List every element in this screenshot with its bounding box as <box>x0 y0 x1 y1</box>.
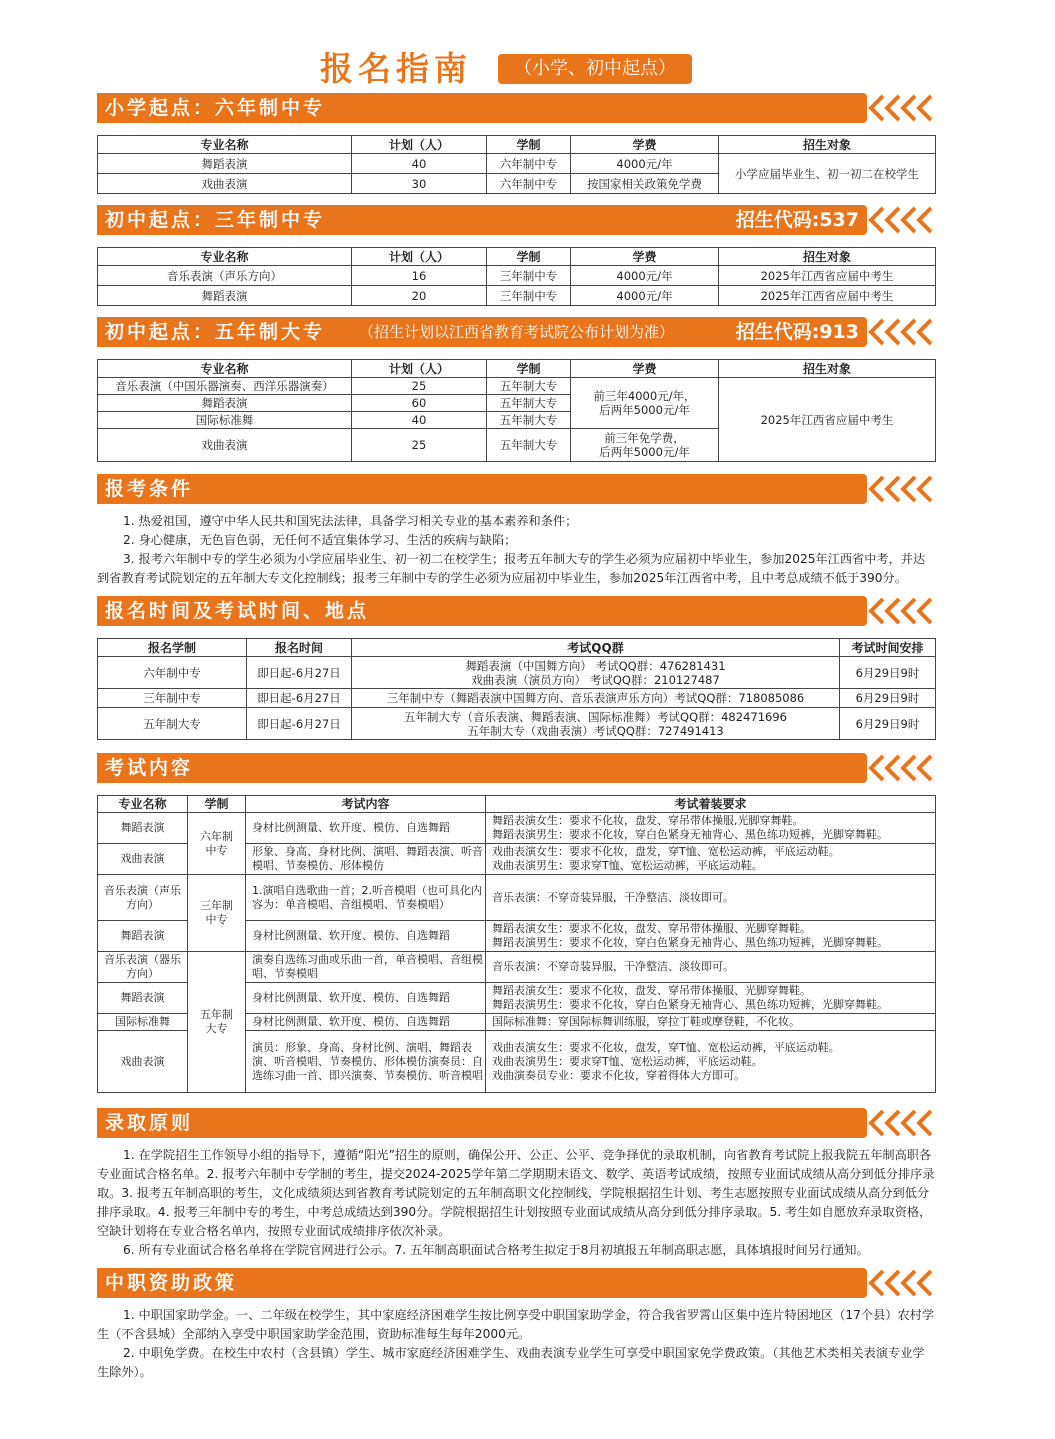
cell-plan: 60 <box>352 395 487 412</box>
cell-target: 小学应届毕业生、初一初二在校学生 <box>719 154 936 194</box>
table-junior-five-year <box>97 359 936 462</box>
column-header: 招生对象 <box>719 360 936 378</box>
table-row <box>98 286 936 306</box>
admission-paragraph: 1. 在学院招生工作领导小组的指导下，遵循“阳光”招生的原则，确保公开、公正、公平、竞争择优的录取机制，向省教育考试院上报我院五年制高职各专业面试合格名单。2. 报考六年制中专学制的考生，提交2024-2025学年第二学期期末语文、数学、英语考试成绩，按照专业面试成绩从高分到低分排序录取。3. 报考五年制高职的考生，文化成绩须达到省教育考试院划定的五年制高职文化控制线，学院根据招生计划、考生志愿按照专业面试成绩从高分到低分排序录取。4. 报考三年制中专的考生，中考总成绩达到390分。学院根据招生计划按照专业面试成绩从高分到低分排序录取。5. 考生如自愿放弃录取资格，空缺计划将在专业合格名单内，按照专业面试成绩排序依次补录。 <box>97 1148 935 1238</box>
cell-target: 2025年江西省应届中考生 <box>719 286 936 306</box>
column-header: 学费 <box>571 248 719 266</box>
chevron-arrows-icon <box>865 474 935 504</box>
table-primary-six-year <box>97 135 936 194</box>
table-exam-content <box>97 795 936 1093</box>
column-header: 专业名称 <box>98 248 352 266</box>
cell-major: 国际标准舞 <box>98 1014 188 1031</box>
table-row <box>98 657 936 689</box>
condition-item: 3. 报考六年制中专的学生必须为小学应届毕业生、初一初二在校学生；报考五年制大专的学生必须为应届初中毕业生，参加2025年江西省中考，并达到省教育考试院划定的五年制大专文化控制线；报考三年制中专的学生必须为应届初中毕业生，参加2025年江西省中考，且中考总成绩不低于390分。 <box>97 552 926 585</box>
enrollment-code: 招生代码:537 <box>735 209 859 231</box>
cell-fee: 前三年免学费， 后两年5000元/年 <box>571 429 719 462</box>
page-title-row <box>320 48 692 90</box>
cell-major: 戏曲表演 <box>98 429 352 462</box>
section-title: 报名时间及考试时间、地点 <box>105 600 370 622</box>
title-subtitle-badge: （小学、初中起点） <box>498 54 692 84</box>
table-row <box>98 708 936 740</box>
cell-plan: 25 <box>352 429 487 462</box>
table-row <box>98 952 936 983</box>
column-header: 专业名称 <box>98 796 188 813</box>
table-row <box>98 378 936 395</box>
table-row <box>98 154 936 174</box>
cell-system: 六年制中专 <box>487 174 571 194</box>
cell-exam-time: 6月29日9时 <box>840 708 936 740</box>
table-junior-three-year <box>97 247 936 306</box>
enrollment-code: 招生代码:913 <box>735 321 859 343</box>
cell-plan: 25 <box>352 378 487 395</box>
section-bar-junior-three-year <box>97 205 935 235</box>
section-bar-financial-aid <box>97 1268 935 1298</box>
cell-major: 舞蹈表演 <box>98 154 352 174</box>
conditions-text <box>97 512 935 588</box>
section-title: 初中起点：三年制中专 <box>105 209 326 231</box>
cell-qq-group: 舞蹈表演（中国舞方向） 考试QQ群：476281431 戏曲表演（演员方向） 考试QQ群：210127487 <box>352 657 840 689</box>
column-header: 学费 <box>571 360 719 378</box>
table-row <box>98 266 936 286</box>
column-header: 学费 <box>571 136 719 154</box>
cell-system: 六年制中专 <box>98 657 247 689</box>
section-bar-conditions <box>97 474 935 504</box>
cell-fee: 前三年4000元/年， 后两年5000元/年 <box>571 378 719 429</box>
chevron-arrows-icon <box>865 205 935 235</box>
cell-system: 五年制大专 <box>487 429 571 462</box>
cell-qq-group: 五年制大专（音乐表演、舞蹈表演、国际标准舞）考试QQ群：482471696 五年制大专（戏曲表演）考试QQ群：727491413 <box>352 708 840 740</box>
column-header: 学制 <box>188 796 246 813</box>
cell-fee: 4000元/年 <box>571 154 719 174</box>
cell-plan: 40 <box>352 412 487 429</box>
table-row <box>98 813 936 844</box>
cell-content: 形象、身高、身材比例、演唱、舞蹈表演、听音模唱、节奏模仿、形体模仿 <box>246 844 486 875</box>
column-header: 计划（人） <box>352 136 487 154</box>
column-header: 专业名称 <box>98 360 352 378</box>
condition-item: 2. 身心健康，无色盲色弱，无任何不适宜集体学习、生活的疾病与缺陷； <box>123 533 517 547</box>
column-header: 考试QQ群 <box>352 639 840 657</box>
column-header: 考试着装要求 <box>486 796 936 813</box>
column-header: 计划（人） <box>352 360 487 378</box>
chevron-arrows-icon <box>865 596 935 626</box>
section-title: 初中起点：五年制大专 <box>105 321 326 343</box>
column-header: 考试内容 <box>246 796 486 813</box>
cell-major: 音乐表演（中国乐器演奏、西洋乐器演奏） <box>98 378 352 395</box>
cell-plan: 30 <box>352 174 487 194</box>
page-title: 报名指南 <box>320 49 472 88</box>
column-header: 计划（人） <box>352 248 487 266</box>
condition-item: 1. 热爱祖国，遵守中华人民共和国宪法法律，具备学习相关专业的基本素养和条件； <box>123 514 578 528</box>
cell-major: 戏曲表演 <box>98 844 188 875</box>
cell-major: 舞蹈表演 <box>98 921 188 952</box>
cell-plan: 16 <box>352 266 487 286</box>
column-header: 考试时间安排 <box>840 639 936 657</box>
table-registration-time <box>97 638 936 740</box>
cell-major: 戏曲表演 <box>98 1031 188 1093</box>
cell-major: 国际标准舞 <box>98 412 352 429</box>
cell-system: 三年制中专 <box>487 286 571 306</box>
cell-dress: 国际标准舞：穿国际标舞训练服，穿拉丁鞋或摩登鞋，不化妆。 <box>486 1014 936 1031</box>
section-title: 报考条件 <box>105 478 194 500</box>
cell-major: 音乐表演（器乐方向） <box>98 952 188 983</box>
cell-content: 身材比例测量、软开度、模仿、自选舞蹈 <box>246 813 486 844</box>
cell-content: 1.演唱自选歌曲一首；2.听音模唱（也可具化内容为：单音模唱、音组模唱、节奏模唱） <box>246 875 486 921</box>
cell-reg-time: 即日起-6月27日 <box>247 708 352 740</box>
cell-system: 五年制大专 <box>188 952 246 1093</box>
cell-major: 舞蹈表演 <box>98 395 352 412</box>
column-header: 报名时间 <box>247 639 352 657</box>
cell-major: 舞蹈表演 <box>98 813 188 844</box>
cell-major: 舞蹈表演 <box>98 983 188 1014</box>
column-header: 招生对象 <box>719 136 936 154</box>
table-row <box>98 689 936 708</box>
cell-system: 六年制中专 <box>487 154 571 174</box>
column-header: 学制 <box>487 248 571 266</box>
column-header: 学制 <box>487 360 571 378</box>
cell-major: 音乐表演（声乐方向） <box>98 266 352 286</box>
section-title: 录取原则 <box>105 1112 194 1134</box>
cell-major: 戏曲表演 <box>98 174 352 194</box>
section-bar-registration-time <box>97 596 935 626</box>
admission-paragraph: 6. 所有专业面试合格名单将在学院官网进行公示。7. 五年制高职面试合格考生拟定于8月初填报五年制高职志愿，具体填报时间另行通知。 <box>123 1243 869 1257</box>
chevron-arrows-icon <box>865 1108 935 1138</box>
cell-fee: 4000元/年 <box>571 286 719 306</box>
cell-system: 五年制大专 <box>487 395 571 412</box>
chevron-arrows-icon <box>865 93 935 123</box>
cell-qq-group: 三年制中专（舞蹈表演中国舞方向、音乐表演声乐方向）考试QQ群：718085086 <box>352 689 840 708</box>
section-bar-primary-six-year <box>97 93 935 123</box>
chevron-arrows-icon <box>865 753 935 783</box>
aid-paragraph: 2. 中职免学费。在校生中农村（含县镇）学生、城市家庭经济困难学生、戏曲表演专业学生可享受中职国家免学费政策。（其他艺术类相关表演专业学生除外）。 <box>97 1346 925 1379</box>
cell-target: 2025年江西省应届中考生 <box>719 378 936 462</box>
cell-system: 三年制中专 <box>188 875 246 952</box>
section-title: 小学起点：六年制中专 <box>105 97 326 119</box>
cell-content: 身材比例测量、软开度、模仿、自选舞蹈 <box>246 1014 486 1031</box>
cell-dress: 戏曲表演女生：要求不化妆，盘发，穿T恤、宽松运动裤，平底运动鞋。 戏曲表演男生：要求穿T恤、宽松运动裤，平底运动鞋。 戏曲演奏员专业：要求不化妆，穿着得体大方即可。 <box>486 1031 936 1093</box>
cell-fee: 按国家相关政策免学费 <box>571 174 719 194</box>
section-title: 考试内容 <box>105 757 194 779</box>
cell-system: 三年制中专 <box>98 689 247 708</box>
cell-content: 演员：形象、身高、身材比例、演唱、舞蹈表演、听音模唱、节奏模仿、形体模仿演奏员：自选练习曲一首、即兴演奏、节奏模仿、听音模唱 <box>246 1031 486 1093</box>
cell-dress: 音乐表演：不穿奇装异服，干净整洁、淡妆即可。 <box>486 875 936 921</box>
aid-paragraph: 1. 中职国家助学金。一、二年级在校学生，其中家庭经济困难学生按比例享受中职国家助学金，符合我省罗霄山区集中连片特困地区（17个县）农村学生（不含县城）全部纳入享受中职国家助学金范围，资助标准每生每年2000元。 <box>97 1308 935 1341</box>
cell-reg-time: 即日起-6月27日 <box>247 657 352 689</box>
column-header: 报名学制 <box>98 639 247 657</box>
table-row <box>98 875 936 921</box>
cell-content: 演奏自选练习曲或乐曲一首，单音模唱、音组模唱、节奏模唱 <box>246 952 486 983</box>
cell-system: 五年制大专 <box>487 378 571 395</box>
cell-system: 五年制大专 <box>98 708 247 740</box>
cell-dress: 舞蹈表演女生：要求不化妆，盘发、穿吊带体操服、光脚穿舞鞋。 舞蹈表演男生：要求不化妆，穿白色紧身无袖背心、黑色练功短裤，光脚穿舞鞋。 <box>486 983 936 1014</box>
cell-content: 身材比例测量、软开度、模仿、自选舞蹈 <box>246 983 486 1014</box>
cell-fee: 4000元/年 <box>571 266 719 286</box>
column-header: 招生对象 <box>719 248 936 266</box>
cell-exam-time: 6月29日9时 <box>840 657 936 689</box>
section-title: 中职资助政策 <box>105 1272 238 1294</box>
cell-major: 音乐表演（声乐方向） <box>98 875 188 921</box>
cell-plan: 20 <box>352 286 487 306</box>
cell-major: 舞蹈表演 <box>98 286 352 306</box>
financial-aid-text <box>97 1306 935 1382</box>
cell-dress: 戏曲表演女生：要求不化妆，盘发，穿T恤、宽松运动裤，平底运动鞋。 戏曲表演男生：要求穿T恤、宽松运动裤，平底运动鞋。 <box>486 844 936 875</box>
column-header: 学制 <box>487 136 571 154</box>
chevron-arrows-icon <box>865 317 935 347</box>
section-note: （招生计划以江西省教育考试院公布计划为准） <box>359 323 675 341</box>
cell-plan: 40 <box>352 154 487 174</box>
chevron-arrows-icon <box>865 1268 935 1298</box>
cell-exam-time: 6月29日9时 <box>840 689 936 708</box>
cell-system: 三年制中专 <box>487 266 571 286</box>
cell-system: 五年制大专 <box>487 412 571 429</box>
column-header: 专业名称 <box>98 136 352 154</box>
cell-reg-time: 即日起-6月27日 <box>247 689 352 708</box>
cell-content: 身材比例测量、软开度、模仿、自选舞蹈 <box>246 921 486 952</box>
section-bar-exam-content <box>97 753 935 783</box>
section-bar-admission <box>97 1108 935 1138</box>
cell-target: 2025年江西省应届中考生 <box>719 266 936 286</box>
cell-dress: 音乐表演：不穿奇装异服，干净整洁、淡妆即可。 <box>486 952 936 983</box>
cell-dress: 舞蹈表演女生：要求不化妆，盘发、穿吊带体操服、光脚穿舞鞋。 舞蹈表演男生：要求不化妆，穿白色紧身无袖背心、黑色练功短裤，光脚穿舞鞋。 <box>486 921 936 952</box>
cell-system: 六年制中专 <box>188 813 246 875</box>
cell-dress: 舞蹈表演女生：要求不化妆，盘发、穿吊带体操服,光脚穿舞鞋。 舞蹈表演男生：要求不化妆，穿白色紧身无袖背心、黑色练功短裤，光脚穿舞鞋。 <box>486 813 936 844</box>
admission-text <box>97 1146 935 1260</box>
section-bar-junior-five-year <box>97 317 935 347</box>
